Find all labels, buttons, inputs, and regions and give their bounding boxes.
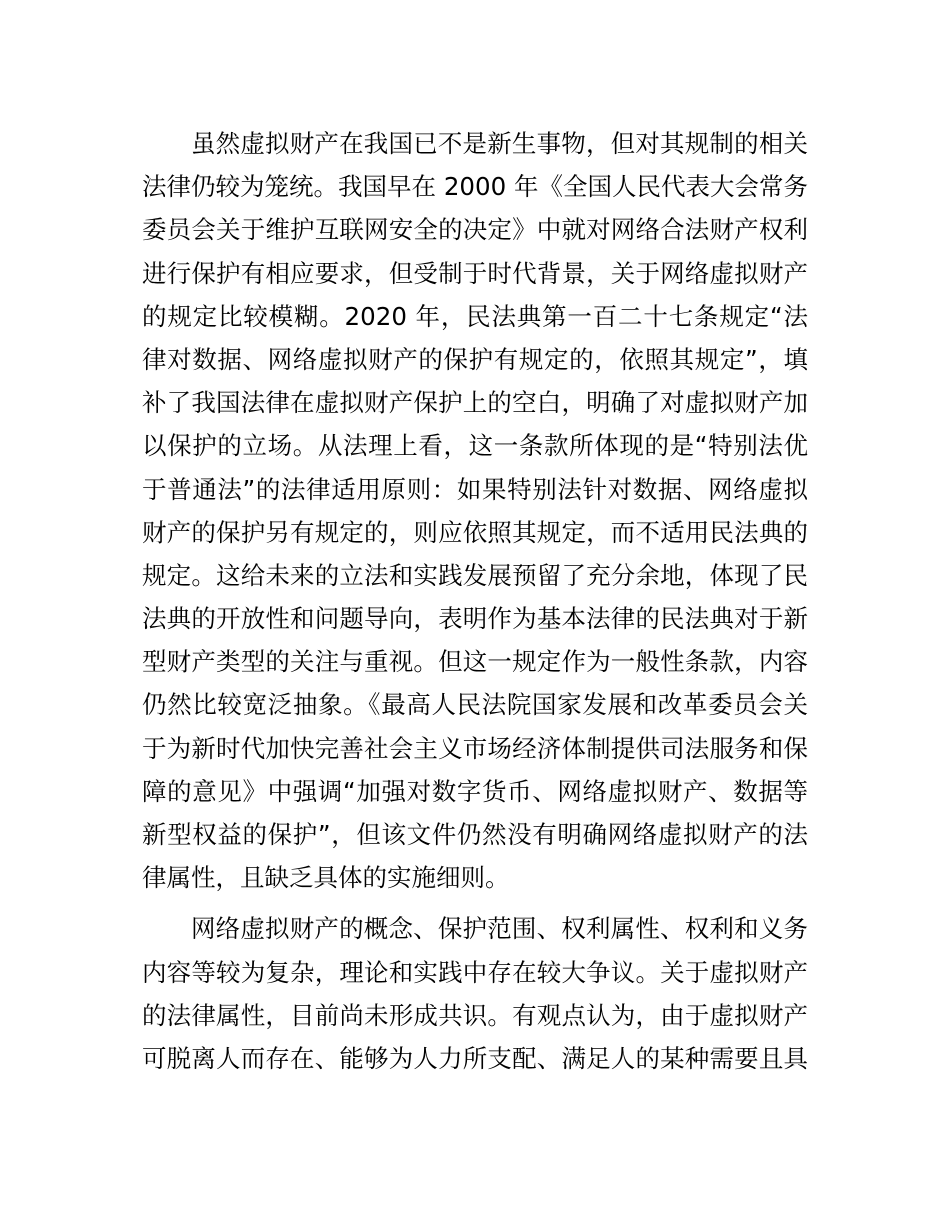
text-line: 网络虚拟财产的概念、保护范围、权利属性、权利和义务: [191, 914, 808, 944]
text-line: 规定。这给未来的立法和实践发展预留了充分余地，体现了民: [142, 560, 808, 590]
text-line: 型财产类型的关注与重视。但这一规定作为一般性条款，内容: [142, 647, 808, 677]
text-line: 补了我国法律在虚拟财产保护上的空白，明确了对虚拟财产加: [142, 388, 808, 418]
paragraph-spacing: [142, 899, 812, 907]
paragraph-1: [142, 122, 812, 899]
text-line: 的规定比较模糊。2020 年，民法典第一百二十七条规定“法: [142, 301, 808, 331]
text-line: 内容等较为复杂，理论和实践中存在较大争议。关于虚拟财产: [142, 957, 808, 987]
text-line: 虽然虚拟财产在我国已不是新生事物，但对其规制的相关: [191, 129, 808, 158]
text-line: 新型权益的保护”，但该文件仍然没有明确网络虚拟财产的法: [142, 820, 808, 849]
text-line: 法典的开放性和问题导向，表明作为基本法律的民法典对于新: [142, 604, 808, 634]
text-line: 于为新时代加快完善社会主义市场经济体制提供司法服务和保: [142, 733, 808, 763]
text-line: 法律仍较为笼统。我国早在 2000 年《全国人民代表大会常务: [142, 172, 808, 202]
text-line: 障的意见》中强调“加强对数字货币、网络虚拟财产、数据等: [142, 776, 808, 806]
text-line: 的法律属性，目前尚未形成共识。有观点认为，由于虚拟财产: [142, 1000, 808, 1030]
text-line: 以保护的立场。从法理上看，这一条款所体现的是“特别法优: [142, 431, 808, 461]
text-line: 委员会关于维护互联网安全的决定》中就对网络合法财产权利: [142, 215, 808, 245]
text-line: 可脱离人而存在、能够为人力所支配、满足人的某种需要且具: [142, 1043, 808, 1073]
paragraph-2: [142, 907, 812, 1080]
text-line: 进行保护有相应要求，但受制于时代背景，关于网络虚拟财产: [142, 258, 808, 288]
text-line: 于普通法”的法律适用原则：如果特别法针对数据、网络虚拟: [142, 474, 808, 504]
text-line: 律对数据、网络虚拟财产的保护有规定的，依照其规定”，填: [142, 344, 808, 374]
document-page: [142, 122, 812, 1080]
text-line: 律属性，且缺乏具体的实施细则。: [142, 863, 510, 893]
text-line: 仍然比较宽泛抽象。《最高人民法院国家发展和改革委员会关: [142, 690, 808, 720]
text-line: 财产的保护另有规定的，则应依照其规定，而不适用民法典的: [142, 517, 808, 547]
